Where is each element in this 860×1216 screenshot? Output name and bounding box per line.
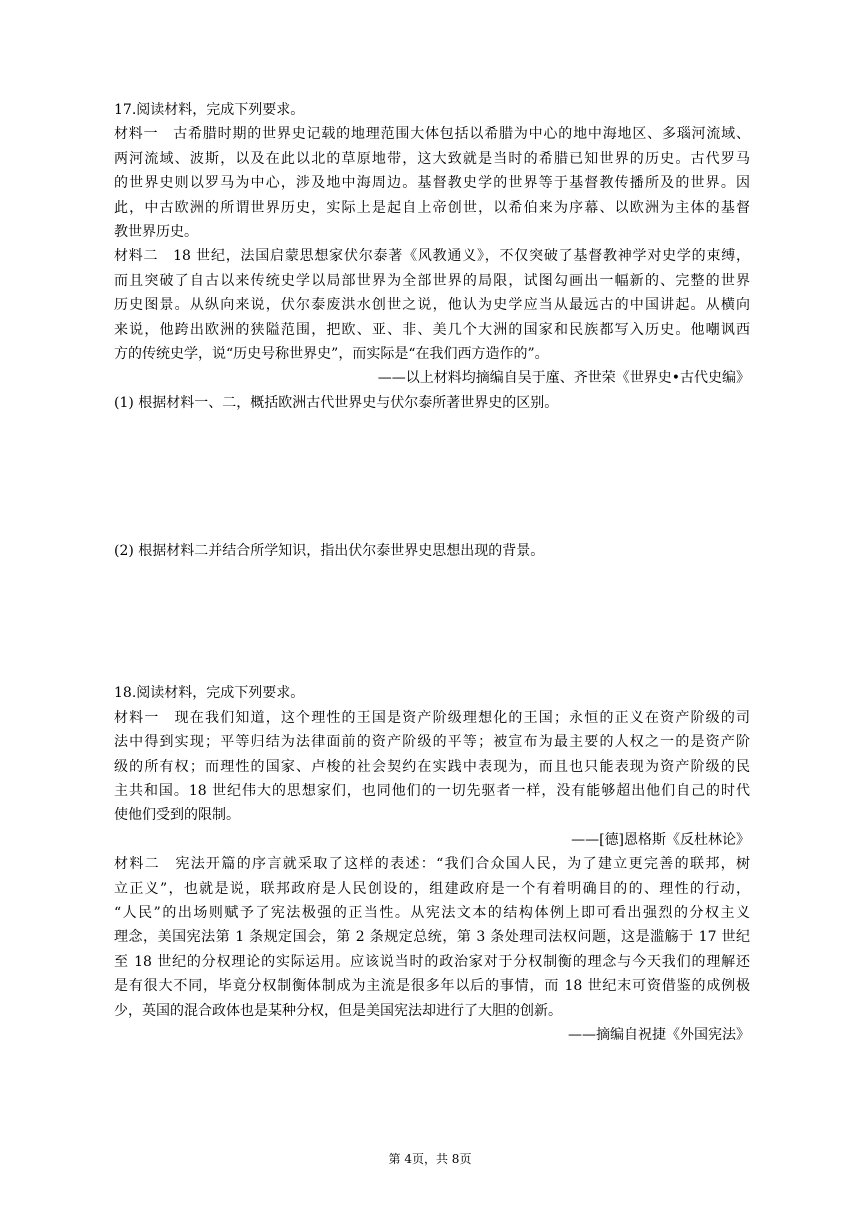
q18-m2-line: 是有很大不同，毕竟分权制衡体制成为主流是很多年以后的事情，而 18 世纪末可资借鉴的成例极: [114, 978, 750, 995]
q17-m1-line: 的世界史则以罗马为中心，涉及地中海周边。基督教史学的世界等于基督教传播所及的世界。因: [114, 175, 750, 192]
q17-material-two: [114, 244, 750, 366]
q18-m2-source: ——摘编自祝捷《外国宪法》: [568, 1026, 750, 1043]
q17-m2-line: 方的传统史学，说“历史号称世界史”，而实际是“在我们西方造作的”。: [114, 345, 549, 362]
q17-m1-line: 教世界历史。: [114, 223, 198, 240]
q18-m1-line: 级的所有权；而理性的国家、卢梭的社会契约在实践中表现为，而且也只能表现为资产阶级的民: [114, 758, 750, 775]
q17-source-citation: ——以上材料均摘编自吴于廑、齐世荣《世界史•古代史编》: [377, 370, 750, 387]
answer-space: [114, 563, 750, 681]
page-number-footer: 第 4页，共 8页: [388, 1152, 472, 1166]
q17-m1-line: 材料一 古希腊时期的世界史记载的地理范围大体包括以希腊为中心的地中海地区、多瑙河流域、: [114, 126, 750, 143]
q17-subquestion-1: (1) 根据材料一、二，概括欧洲古代世界史与伏尔泰所著世界史的区别。: [114, 394, 559, 411]
q18-m1-line: 使他们受到的限制。: [114, 807, 240, 824]
q17-m1-line: 此，中古欧洲的所谓世界历史，实际上是起自上帝创世，以希伯来为序幕、以欧洲为主体的基督: [114, 199, 750, 216]
q18-m1-line: 法中得到实现；平等归结为法律面前的资产阶级的平等；被宣布为最主要的人权之一的是资产阶: [114, 734, 750, 751]
answer-space: [114, 415, 750, 539]
q18-material-two: [114, 852, 750, 1023]
q17-m2-line: 来说，他跨出欧洲的狭隘范围，把欧、亚、非、美几个大洲的国家和民族都写入历史。他嘲讽西: [114, 321, 750, 338]
q18-m2-line: 理念，美国宪法第 1 条规定国会，第 2 条规定总统，第 3 条处理司法权问题，这是滥觞于 17 世纪: [114, 929, 750, 946]
q17-m2-line: 材料二 18 世纪，法国启蒙思想家伏尔泰著《风教通义》，不仅突破了基督教神学对史学的束缚，: [114, 248, 750, 265]
q17-heading: 17.阅读材料，完成下列要求。: [114, 102, 305, 118]
q17-m2-line: 而且突破了自古以来传统史学以局部世界为全部世界的局限，试图勾画出一幅新的、完整的世界: [114, 272, 750, 289]
exam-page: [114, 98, 750, 1047]
q18-material-one: [114, 706, 750, 828]
q18-m2-line: 材料二 宪法开篇的序言就采取了这样的表述：“我们合众国人民，为了建立更完善的联邦，树: [114, 856, 750, 873]
q18-m2-line: 少，英国的混合政体也是某种分权，但是美国宪法却进行了大胆的创新。: [114, 1002, 562, 1019]
q18-m1-source: ——[德]恩格斯《反杜林论》: [571, 831, 750, 848]
q18-m1-line: 主共和国。18 世纪伟大的思想家们，也同他们的一切先驱者一样，没有能够超出他们自己的时代: [114, 783, 750, 800]
q17-material-one: [114, 122, 750, 244]
q17-m1-line: 两河流域、波斯，以及在此以北的草原地带，这大致就是当时的希腊已知世界的历史。古代罗马: [114, 150, 750, 167]
q18-m2-line: 至 18 世纪的分权理论的实际运用。应该说当时的政治家对于分权制衡的理念与今天我们的理解还: [114, 953, 750, 970]
q18-m1-line: 材料一 现在我们知道，这个理性的王国是资产阶级理想化的王国；永恒的正义在资产阶级的司: [114, 709, 750, 726]
q17-m2-line: 历史图景。从纵向来说，伏尔泰废洪水创世之说，他认为史学应当从最远古的中国讲起。从横向: [114, 297, 750, 314]
q18-heading: 18.阅读材料，完成下列要求。: [114, 685, 305, 702]
q18-m2-line: “人民”的出场则赋予了宪法极强的正当性。从宪法文本的结构体例上即可看出强烈的分权主义: [114, 904, 750, 921]
q18-m2-line: 立正义”，也就是说，联邦政府是人民创设的，组建政府是一个有着明确目的的、理性的行动，: [114, 880, 750, 897]
q17-subquestion-2: (2) 根据材料二并结合所学知识，指出伏尔泰世界史思想出现的背景。: [114, 543, 545, 560]
